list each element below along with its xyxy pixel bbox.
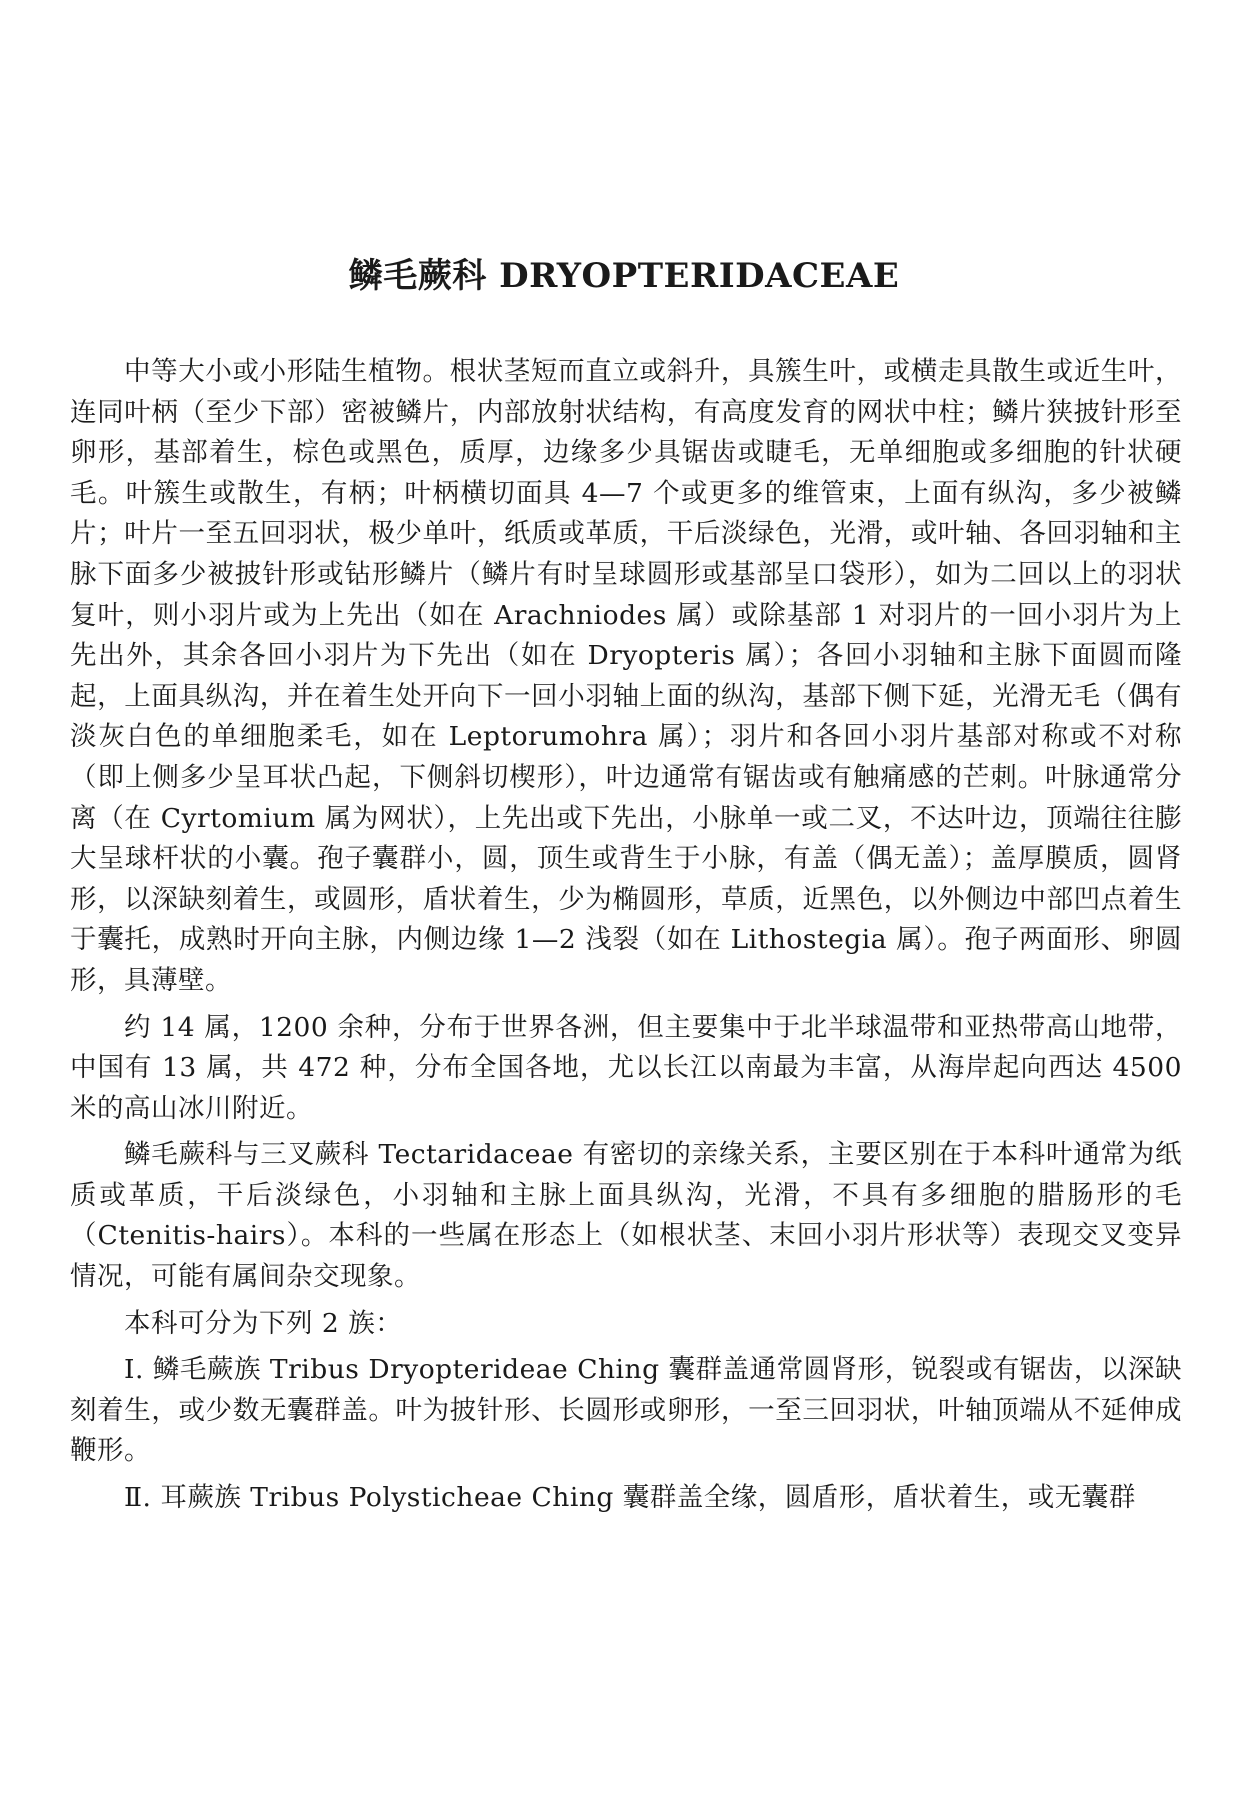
page-title: 鳞毛蕨科 DRYOPTERIDACEAE bbox=[348, 256, 900, 296]
paragraph-tribes-intro: 本科可分为下列 2 族： bbox=[124, 1307, 403, 1339]
body-text bbox=[70, 352, 1182, 1525]
paragraph-tribe-1: Ⅰ. 鳞毛蕨族 Tribus Dryopterideae Ching 囊群盖通常圆肾形，锐裂或有锯齿，以深缺刻着生，或少数无囊群盖。叶为披针形、长圆形或卵形，一至三回羽状，叶轴顶端从不延伸成鞭形。 bbox=[70, 1354, 1182, 1467]
paragraph-relationship: 鳞毛蕨科与三叉蕨科 Tectaridaceae 有密切的亲缘关系，主要区别在于本科叶通常为纸质或革质，干后淡绿色，小羽轴和主脉上面具纵沟，光滑，不具有多细胞的腊肠形的毛（Ctenitis-hairs）。本科的一些属在形态上（如根状茎、末回小羽片形状等）表现交叉变异情况，可能有属间杂交现象。 bbox=[70, 1139, 1182, 1293]
paragraph-distribution: 约 14 属，1200 余种，分布于世界各洲，但主要集中于北半球温带和亚热带高山地带，中国有 13 属，共 472 种，分布全国各地，尤以长江以南最为丰富，从海岸起向西达 4500 米的高山冰川附近。 bbox=[70, 1011, 1182, 1124]
paragraph-description: 中等大小或小形陆生植物。根状茎短而直立或斜升，具簇生叶，或横走具散生或近生叶，连同叶柄（至少下部）密被鳞片，内部放射状结构，有高度发育的网状中柱；鳞片狭披针形至卵形，基部着生，棕色或黑色，质厚，边缘多少具锯齿或睫毛，无单细胞或多细胞的针状硬毛。叶簇生或散生，有柄；叶柄横切面具 4—7 个或更多的维管束，上面有纵沟，多少被鳞片；叶片一至五回羽状，极少单叶，纸质或革质，干后淡绿色，光滑，或叶轴、各回羽轴和主脉下面多少被披针形或钻形鳞片（鳞片有时呈球圆形或基部呈口袋形），如为二回以上的羽状复叶，则小羽片或为上先出（如在 Arachniodes 属）或除基部 1 对羽片的一回小羽片为上先出外，其余各回小羽片为下先出（如在 Dryopteris 属）；各回小羽轴和主脉下面圆而隆起，上面具纵沟，并在着生处开向下一回小羽轴上面的纵沟，基部下侧下延，光滑无毛（偶有淡灰白色的单细胞柔毛，如在 Leptorumohra 属）；羽片和各回小羽片基部对称或不对称（即上侧多少呈耳状凸起，下侧斜切楔形），叶边通常有锯齿或有触痛感的芒刺。叶脉通常分离（在 Cyrtomium 属为网状），上先出或下先出，小脉单一或二叉，不达叶边，顶端往往膨大呈球杆状的小囊。孢子囊群小，圆，顶生或背生于小脉，有盖（偶无盖）；盖厚膜质，圆肾形，以深缺刻着生，或圆形，盾状着生，少为椭圆形，草质，近黑色，以外侧边中部凹点着生于囊托，成熟时开向主脉，内侧边缘 1—2 浅裂（如在 Lithostegia 属）。孢子两面形、卵圆形，具薄壁。 bbox=[70, 356, 1182, 996]
paragraph-tribe-2: Ⅱ. 耳蕨族 Tribus Polysticheae Ching 囊群盖全缘，圆盾形，盾状着生，或无囊群 bbox=[124, 1482, 1136, 1514]
